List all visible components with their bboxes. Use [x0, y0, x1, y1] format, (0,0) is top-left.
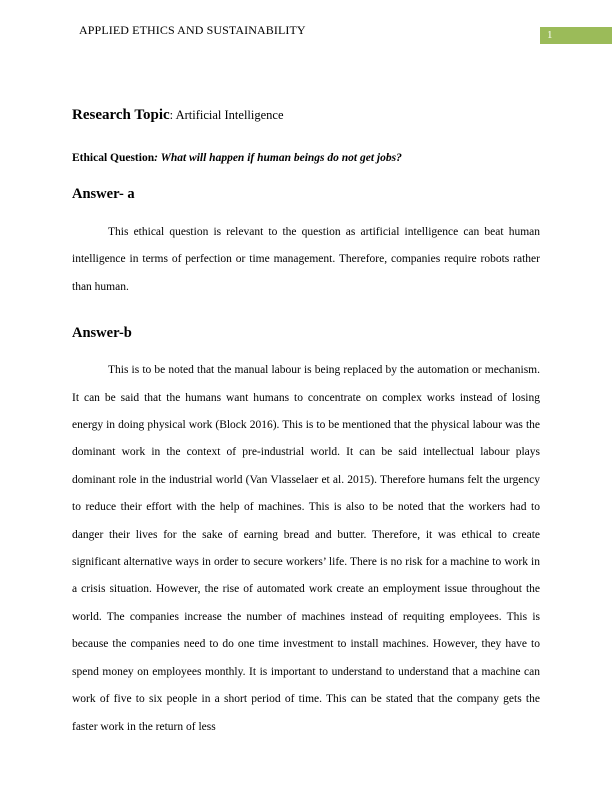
answer-b-paragraph: This is to be noted that the manual labour is being replaced by the automation or mechanism. It can be said that the humans want humans to concentrate on complex works instead of losing energy in doing physical work (Block 2016). This is to be mentioned that the physical labour was the dominant work in the context of pre-industrial world. It can be said intellectual labour plays dominant role in the industrial world (Van Vlasselaer et al. 2015). Therefore humans felt the urgency to reduce their effort with the help of machines. This is also to be noted that the workers had to danger their lives for the sake of earning bread and butter. Therefore, it was ethical to create significant alternative ways in order to secure workers’ life. There is no risk for a machine to work in a crisis situation. However, the rise of automated work create an employment issue throughout the world. The companies increase the number of machines instead of requiting employees. This is because the companies need to do one time investment to install machines. However, they have to spend money on employees monthly. It is important to understand to understand that a machine can work of five to six people in a short period of time. This can be stated that the company gets the faster work in the return of less — [72, 364, 540, 733]
ethical-question-label: Ethical Question — [72, 152, 155, 164]
research-topic-line — [72, 105, 540, 125]
research-topic-value: Artificial Intelligence — [175, 108, 284, 122]
document-body — [72, 105, 540, 741]
ethical-question-text: : What will happen if human beings do not get jobs? — [154, 152, 402, 164]
answer-a-paragraph: This ethical question is relevant to the question as artificial intelligence can beat human intelligence in terms of perfection or time management. Therefore, companies require robots rather than human. — [72, 226, 540, 293]
ethical-question-line — [72, 149, 540, 167]
page-number-badge — [540, 27, 612, 44]
research-topic-separator: : — [169, 108, 176, 122]
research-topic-label: Research Topic — [72, 107, 170, 123]
page-number: 1 — [547, 29, 553, 41]
running-head: APPLIED ETHICS AND SUSTAINABILITY — [79, 23, 306, 37]
answer-a-heading: Answer- a — [72, 186, 135, 202]
answer-b-heading: Answer-b — [72, 325, 132, 342]
